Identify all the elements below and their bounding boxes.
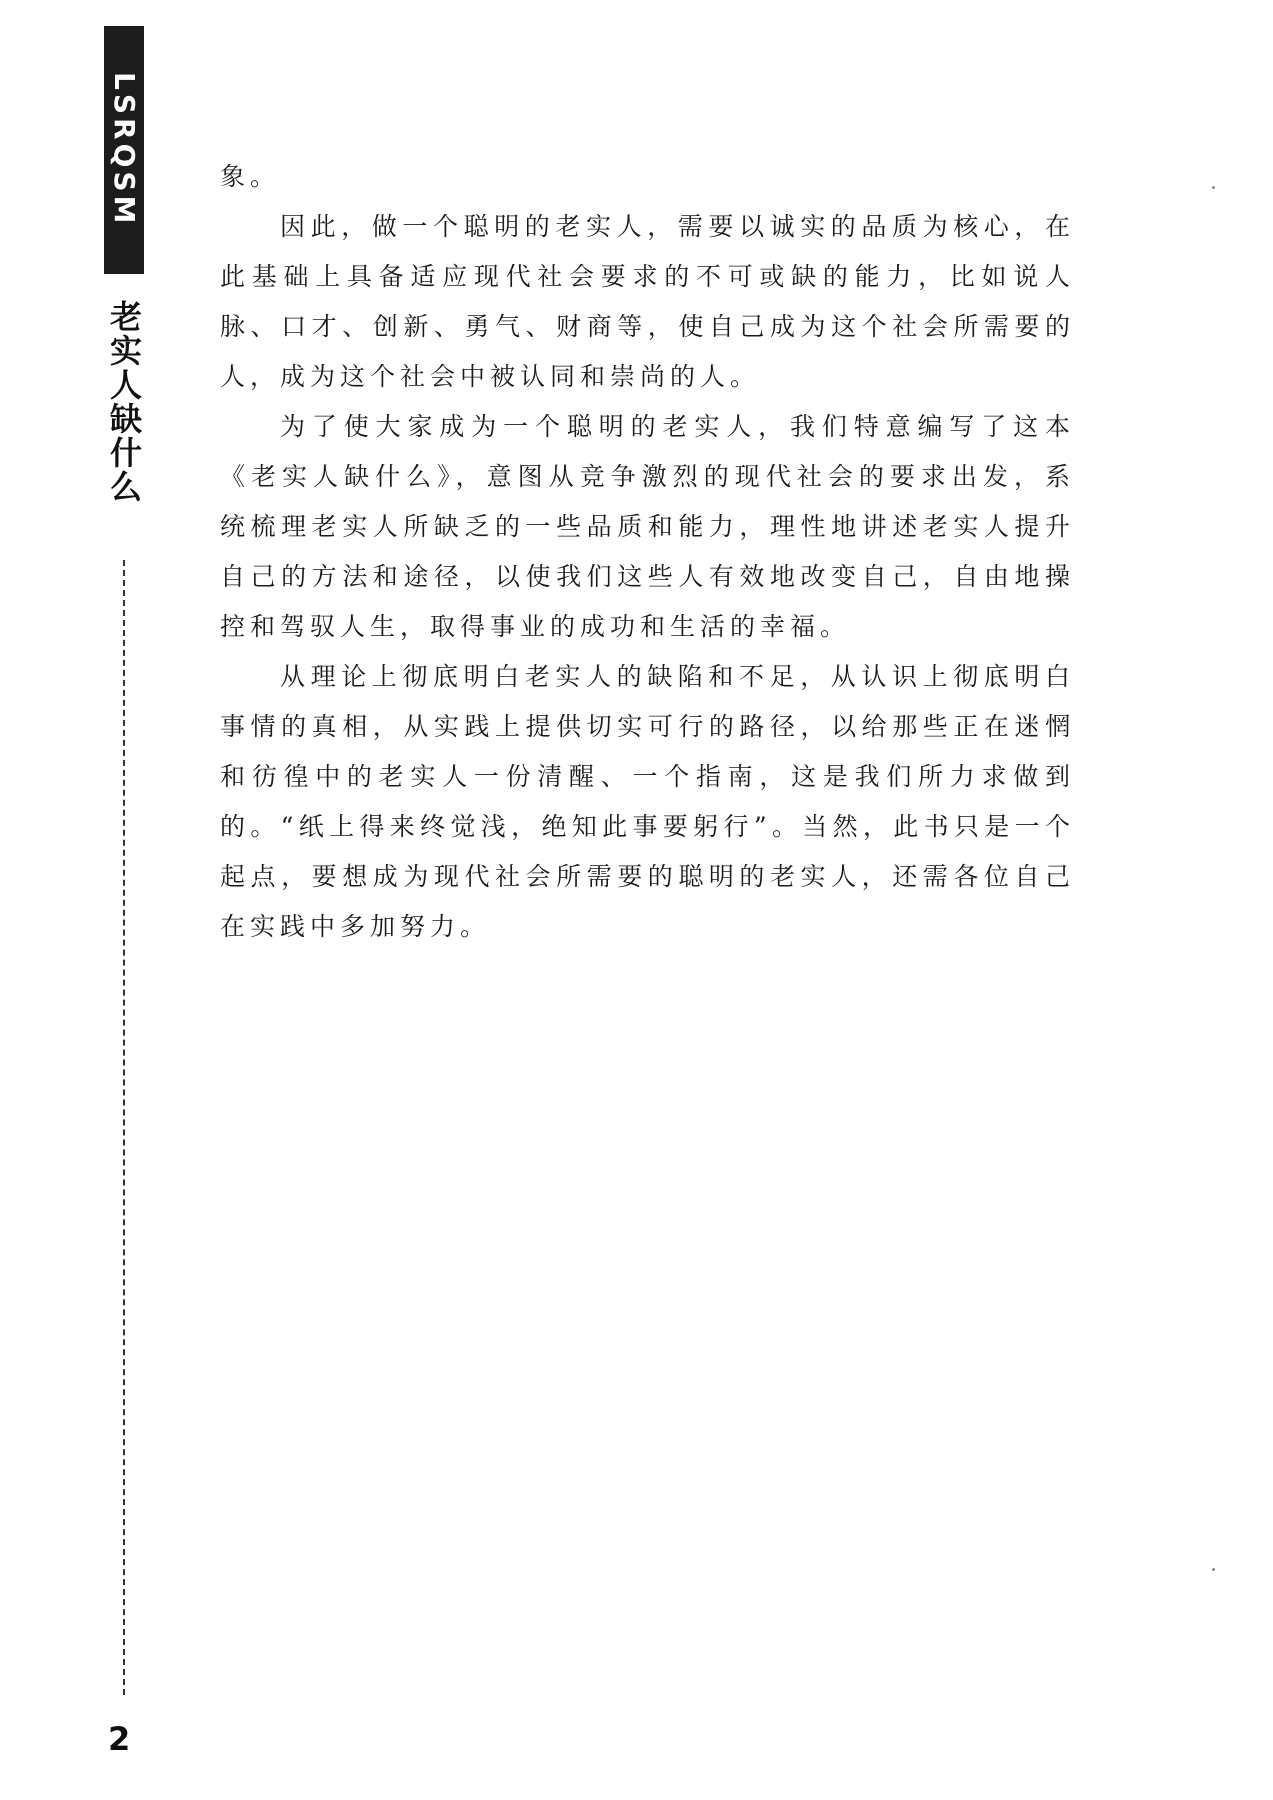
paragraph: 因此，做一个聪明的老实人，需要以诚实的品质为核心，在此基础上具备适应现代社会要求的不可或缺的能力，比如说人脉、口才、创新、勇气、财商等，使自己成为这个社会所需要的人，成为这个社会中被认同和崇尚的人。	[220, 212, 1075, 391]
side-divider	[123, 560, 125, 1695]
paragraph-continuation: 象。	[220, 162, 281, 191]
paragraph: 为了使大家成为一个聪明的老实人，我们特意编写了这本《老实人缺什么》，意图从竞争激烈的现代社会的要求出发，系统梳理老实人所缺乏的一些品质和能力，理性地讲述老实人提升自己的方法和途径，以使我们这些人有效地改变自己，自由地操控和驾驭人生，取得事业的成功和生活的幸福。	[220, 412, 1075, 641]
book-title: 老实人缺什么	[105, 300, 143, 504]
scan-speck	[1212, 186, 1215, 189]
side-tab	[104, 26, 144, 274]
body-text	[220, 152, 1075, 952]
side-tab-label: LSRQSM	[108, 72, 141, 228]
scan-speck	[1212, 1568, 1215, 1571]
page-number: 2	[108, 1720, 131, 1758]
paragraph: 从理论上彻底明白老实人的缺陷和不足，从认识上彻底明白事情的真相，从实践上提供切实可行的路径，以给那些正在迷惘和彷徨中的老实人一份清醒、一个指南，这是我们所力求做到的。“纸上得来终觉浅，绝知此事要躬行”。当然，此书只是一个起点，要想成为现代社会所需要的聪明的老实人，还需各位自己在实践中多加努力。	[220, 662, 1075, 941]
